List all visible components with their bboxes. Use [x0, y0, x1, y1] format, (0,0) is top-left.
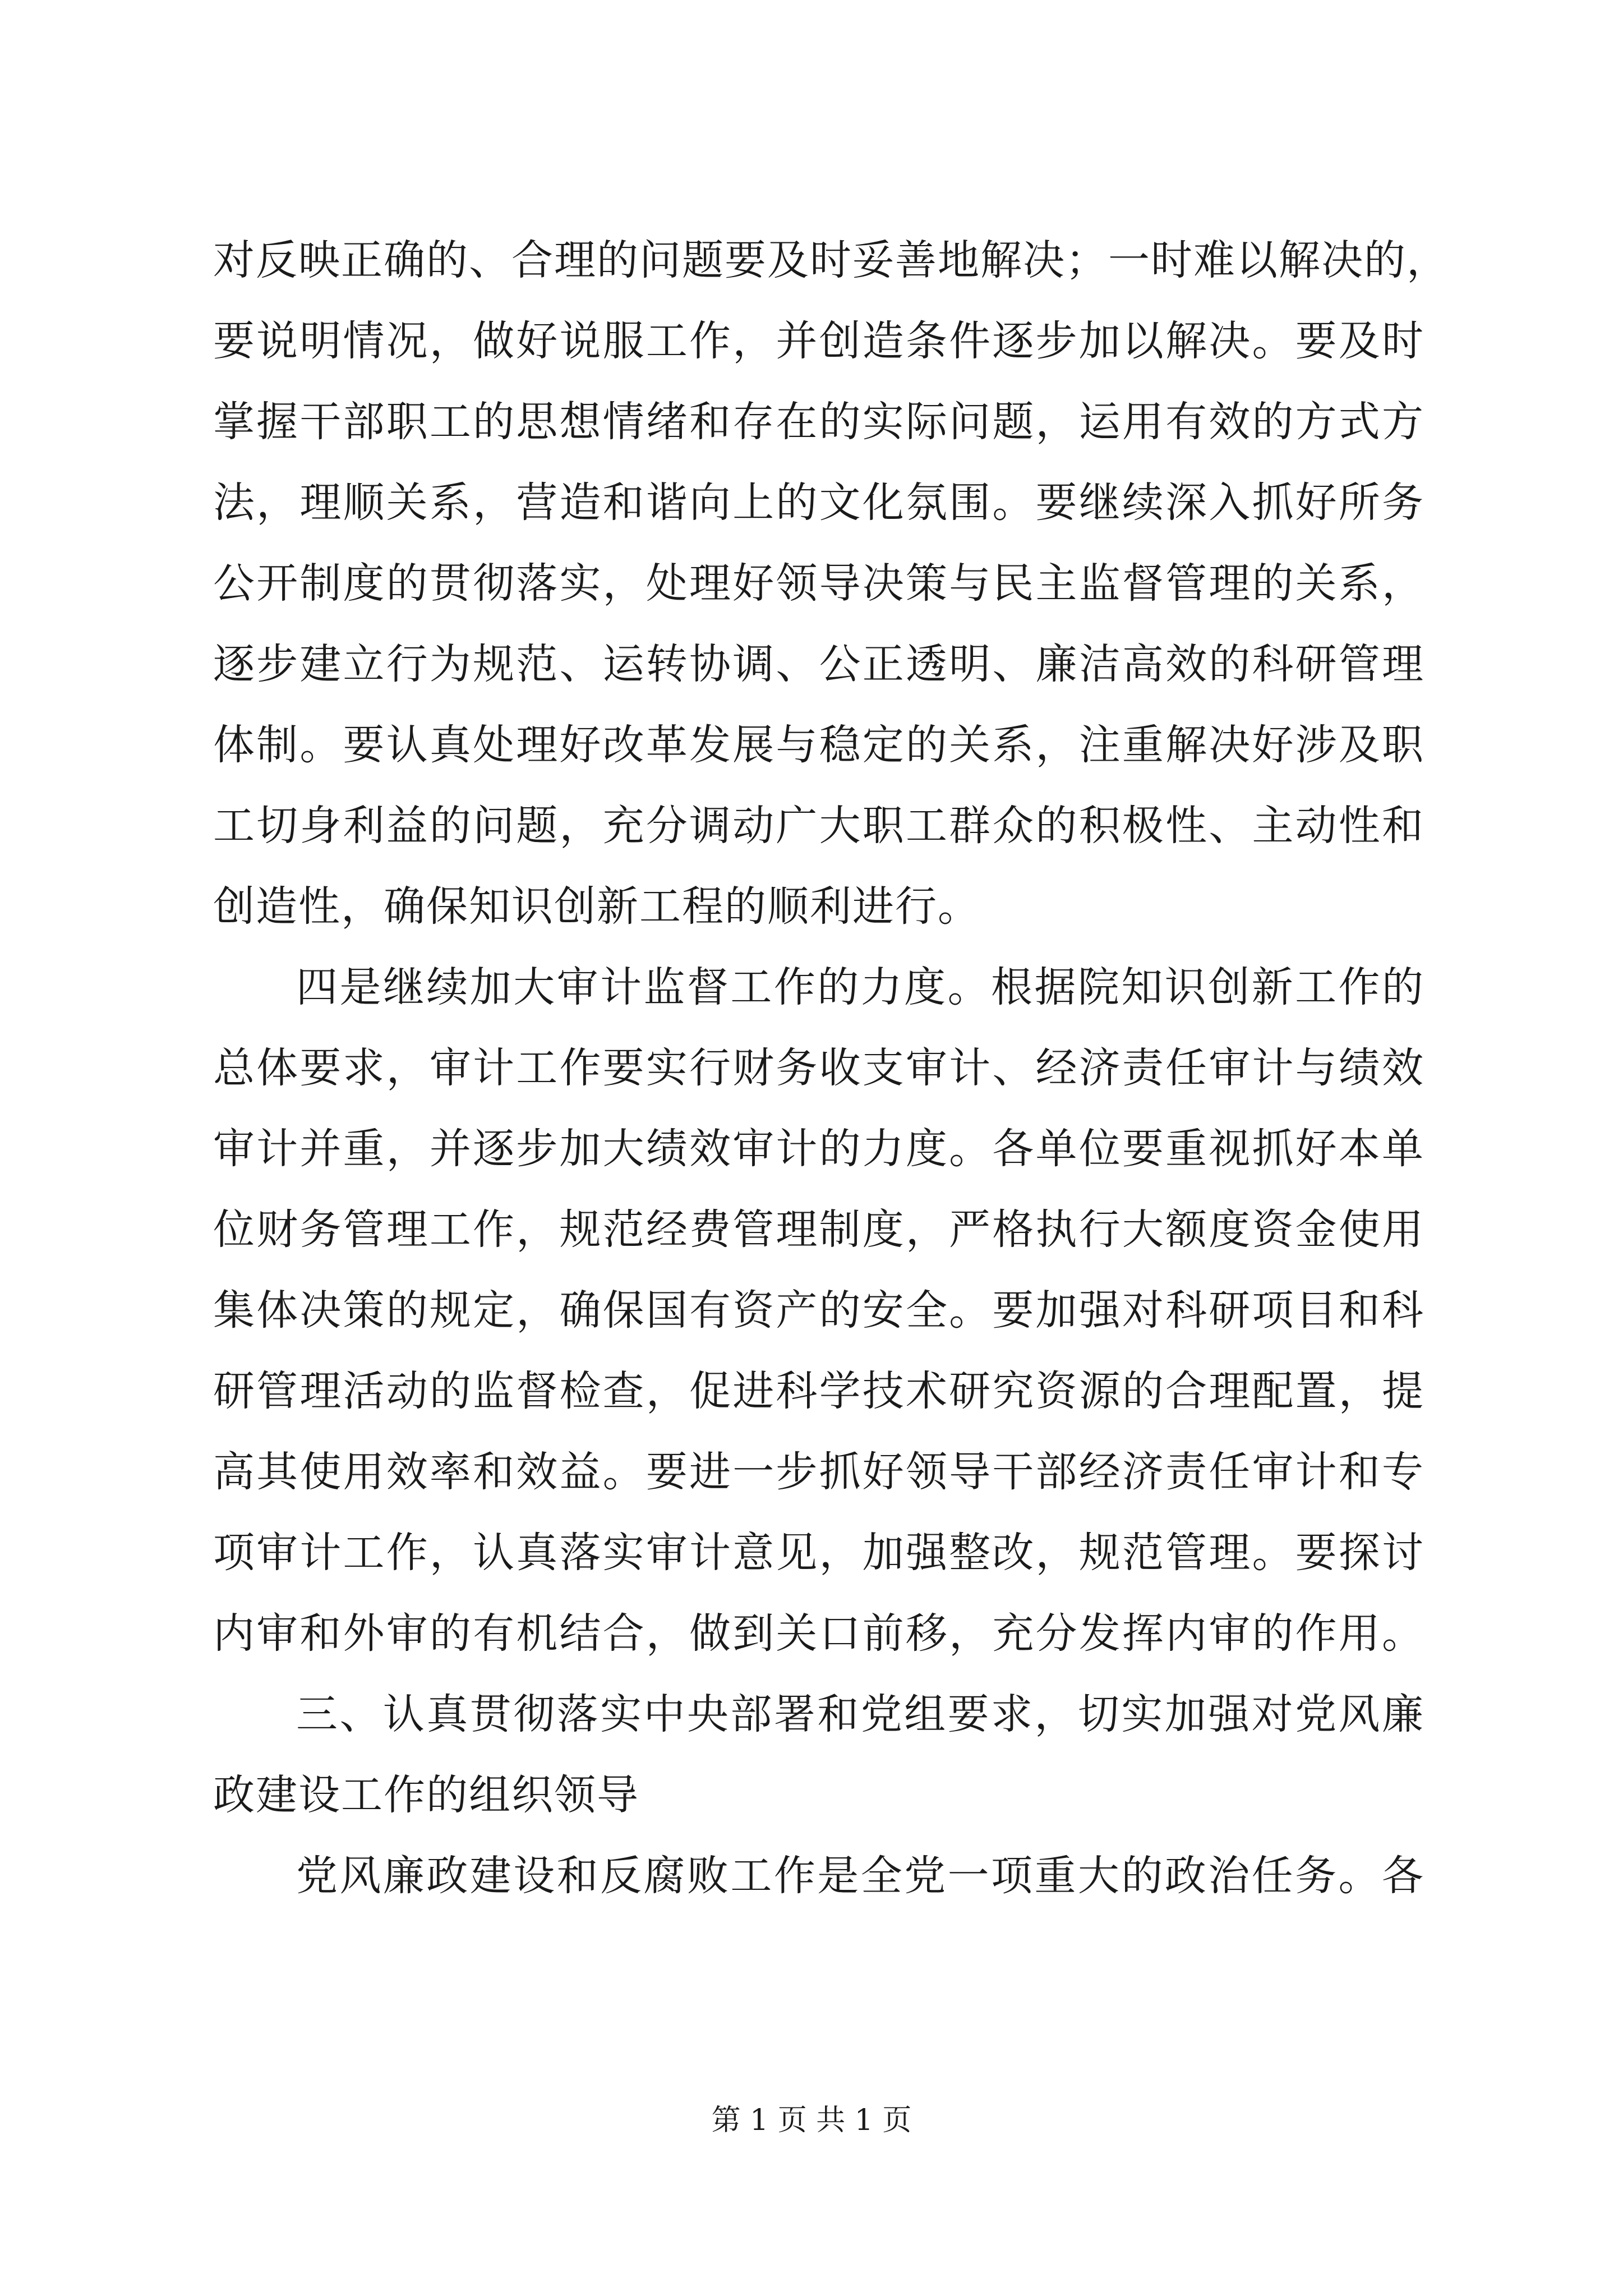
- text-line: 研管理活动的监督检查，促进科学技术研究资源的合理配置，提: [213, 1367, 1424, 1415]
- text-line: 掌握干部职工的思想情绪和存在的实际问题，运用有效的方式方: [213, 398, 1424, 446]
- section-heading: [213, 1674, 1424, 1835]
- text-line: 法，理顺关系，营造和谐向上的文化氛围。要继续深入抓好所务: [213, 478, 1424, 527]
- paragraph: [213, 1835, 1424, 1916]
- text-line: 逐步建立行为规范、运转协调、公正透明、廉洁高效的科研管理: [213, 640, 1424, 688]
- text-line: 三、认真贯彻落实中央部署和党组要求，切实加强对党风廉: [296, 1690, 1424, 1738]
- text-line: 四是继续加大审计监督工作的力度。根据院知识创新工作的: [296, 963, 1424, 1011]
- text-line: 集体决策的规定，确保国有资产的安全。要加强对科研项目和科: [213, 1286, 1424, 1335]
- text-line: 党风廉政建设和反腐败工作是全党一项重大的政治任务。各: [296, 1852, 1424, 1900]
- text-line: 对反映正确的、合理的问题要及时妥善地解决；一时难以解决的，: [213, 236, 1449, 284]
- text-line: 要说明情况，做好说服工作，并创造条件逐步加以解决。要及时: [213, 317, 1424, 365]
- text-line: 政建设工作的组织领导: [213, 1771, 639, 1819]
- paragraph: [213, 947, 1424, 1674]
- text-line: 总体要求，审计工作要实行财务收支审计、经济责任审计与绩效: [213, 1044, 1424, 1092]
- page-number: 第 1 页 共 1 页: [711, 2104, 912, 2137]
- text-line: 高其使用效率和效益。要进一步抓好领导干部经济责任审计和专: [213, 1448, 1424, 1496]
- text-line: 工切身利益的问题，充分调动广大职工群众的积极性、主动性和: [213, 802, 1424, 850]
- text-line: 体制。要认真处理好改革发展与稳定的关系，注重解决好涉及职: [213, 721, 1424, 769]
- text-line: 创造性，确保知识创新工程的顺利进行。: [213, 882, 980, 931]
- text-line: 项审计工作，认真落实审计意见，加强整改，规范管理。要探讨: [213, 1529, 1424, 1577]
- paragraph: [213, 220, 1449, 947]
- text-line: 审计并重，并逐步加大绩效审计的力度。各单位要重视抓好本单: [213, 1125, 1424, 1173]
- text-line: 内审和外审的有机结合，做到关口前移，充分发挥内审的作用。: [213, 1609, 1424, 1658]
- document-body: [213, 220, 1449, 1916]
- text-line: 公开制度的贯彻落实，处理好领导决策与民主监督管理的关系，: [213, 559, 1424, 608]
- text-line: 位财务管理工作，规范经费管理制度，严格执行大额度资金使用: [213, 1205, 1424, 1254]
